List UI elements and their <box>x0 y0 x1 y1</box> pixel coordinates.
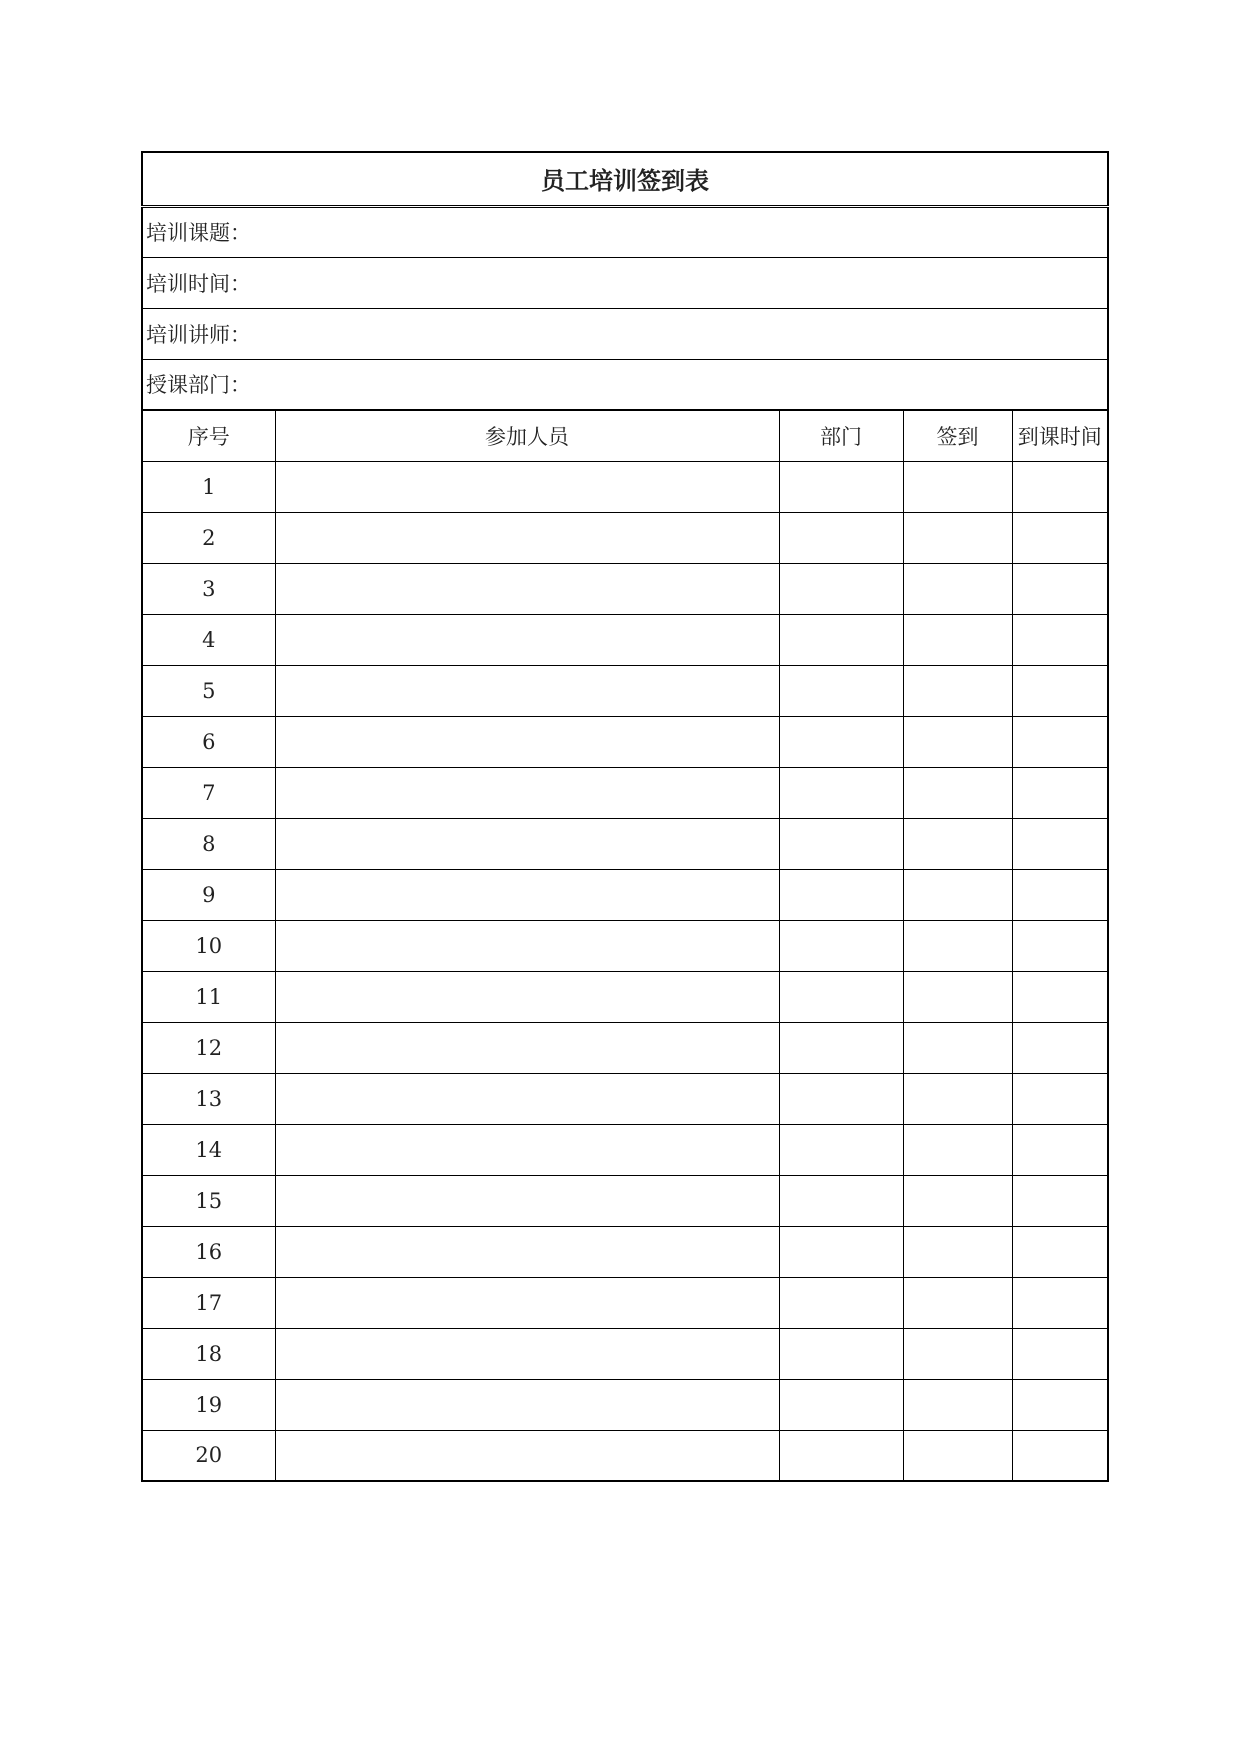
table-row <box>142 1124 1108 1175</box>
signature-cell[interactable] <box>903 665 1012 716</box>
participant-cell[interactable] <box>275 665 779 716</box>
info-row <box>142 359 1108 410</box>
table-row <box>142 869 1108 920</box>
signature-cell[interactable] <box>903 461 1012 512</box>
department-cell[interactable] <box>779 512 903 563</box>
participant-cell[interactable] <box>275 461 779 512</box>
department-cell[interactable] <box>779 1124 903 1175</box>
department-cell[interactable] <box>779 920 903 971</box>
training-time-field[interactable] <box>142 257 1108 308</box>
table-body <box>142 152 1108 1481</box>
info-row <box>142 308 1108 359</box>
table-row <box>142 1430 1108 1481</box>
signature-cell[interactable] <box>903 971 1012 1022</box>
row-number: 16 <box>142 1226 275 1277</box>
table-row <box>142 1277 1108 1328</box>
signature-cell[interactable] <box>903 614 1012 665</box>
table-row <box>142 512 1108 563</box>
signature-cell[interactable] <box>903 1379 1012 1430</box>
department-cell[interactable] <box>779 716 903 767</box>
arrival-time-cell[interactable] <box>1012 818 1108 869</box>
department-cell[interactable] <box>779 1226 903 1277</box>
arrival-time-cell[interactable] <box>1012 1277 1108 1328</box>
signature-cell[interactable] <box>903 1022 1012 1073</box>
col-header-number: 序号 <box>142 410 275 461</box>
signature-cell[interactable] <box>903 818 1012 869</box>
department-cell[interactable] <box>779 1073 903 1124</box>
participant-cell[interactable] <box>275 1430 779 1481</box>
training-topic-field[interactable] <box>142 206 1108 257</box>
signature-cell[interactable] <box>903 1124 1012 1175</box>
arrival-time-cell[interactable] <box>1012 1022 1108 1073</box>
row-number: 20 <box>142 1430 275 1481</box>
signature-cell[interactable] <box>903 1226 1012 1277</box>
signature-cell[interactable] <box>903 1430 1012 1481</box>
arrival-time-cell[interactable] <box>1012 461 1108 512</box>
arrival-time-cell[interactable] <box>1012 665 1108 716</box>
participant-cell[interactable] <box>275 1379 779 1430</box>
table-row <box>142 1022 1108 1073</box>
table-row <box>142 614 1108 665</box>
field-label: 授课部门： <box>146 373 251 398</box>
table-row <box>142 971 1108 1022</box>
arrival-time-cell[interactable] <box>1012 1124 1108 1175</box>
row-number: 10 <box>142 920 275 971</box>
arrival-time-cell[interactable] <box>1012 767 1108 818</box>
department-cell[interactable] <box>779 665 903 716</box>
signature-cell[interactable] <box>903 869 1012 920</box>
department-cell[interactable] <box>779 1022 903 1073</box>
row-number: 15 <box>142 1175 275 1226</box>
row-number: 6 <box>142 716 275 767</box>
department-cell[interactable] <box>779 1379 903 1430</box>
signature-cell[interactable] <box>903 1328 1012 1379</box>
department-cell[interactable] <box>779 1175 903 1226</box>
table-row <box>142 1379 1108 1430</box>
signature-cell[interactable] <box>903 563 1012 614</box>
participant-cell[interactable] <box>275 512 779 563</box>
signature-cell[interactable] <box>903 1277 1012 1328</box>
sign-in-sheet <box>141 151 1107 1482</box>
participant-cell[interactable] <box>275 920 779 971</box>
info-row <box>142 257 1108 308</box>
col-header-participant: 参加人员 <box>275 410 779 461</box>
row-number: 8 <box>142 818 275 869</box>
participant-cell[interactable] <box>275 1277 779 1328</box>
participant-cell[interactable] <box>275 614 779 665</box>
col-header-department: 部门 <box>779 410 903 461</box>
row-number: 9 <box>142 869 275 920</box>
signature-cell[interactable] <box>903 767 1012 818</box>
row-number: 14 <box>142 1124 275 1175</box>
arrival-time-cell[interactable] <box>1012 614 1108 665</box>
arrival-time-cell[interactable] <box>1012 563 1108 614</box>
field-label: 培训时间： <box>146 271 251 296</box>
department-cell[interactable] <box>779 1328 903 1379</box>
department-cell[interactable] <box>779 614 903 665</box>
arrival-time-cell[interactable] <box>1012 971 1108 1022</box>
signature-cell[interactable] <box>903 1073 1012 1124</box>
table-row <box>142 461 1108 512</box>
participant-cell[interactable] <box>275 767 779 818</box>
row-number: 1 <box>142 461 275 512</box>
header-row <box>142 410 1108 461</box>
department-cell[interactable] <box>779 971 903 1022</box>
participant-cell[interactable] <box>275 971 779 1022</box>
table-row <box>142 818 1108 869</box>
arrival-time-cell[interactable] <box>1012 1379 1108 1430</box>
sign-in-table <box>141 151 1109 1482</box>
table-row <box>142 716 1108 767</box>
participant-cell[interactable] <box>275 1073 779 1124</box>
row-number: 3 <box>142 563 275 614</box>
arrival-time-cell[interactable] <box>1012 716 1108 767</box>
department-cell[interactable] <box>779 818 903 869</box>
department-cell[interactable] <box>779 563 903 614</box>
participant-cell[interactable] <box>275 563 779 614</box>
department-cell[interactable] <box>779 1277 903 1328</box>
arrival-time-cell[interactable] <box>1012 869 1108 920</box>
participant-cell[interactable] <box>275 1226 779 1277</box>
row-number: 4 <box>142 614 275 665</box>
form-title: 员工培训签到表 <box>142 152 1108 206</box>
table-row <box>142 563 1108 614</box>
arrival-time-cell[interactable] <box>1012 512 1108 563</box>
row-number: 2 <box>142 512 275 563</box>
table-row <box>142 1328 1108 1379</box>
participant-cell[interactable] <box>275 1328 779 1379</box>
signature-cell[interactable] <box>903 512 1012 563</box>
department-field[interactable] <box>142 359 1108 410</box>
arrival-time-cell[interactable] <box>1012 920 1108 971</box>
table-row <box>142 1175 1108 1226</box>
participant-cell[interactable] <box>275 1022 779 1073</box>
participant-cell[interactable] <box>275 1175 779 1226</box>
participant-cell[interactable] <box>275 716 779 767</box>
department-cell[interactable] <box>779 1430 903 1481</box>
table-row <box>142 767 1108 818</box>
participant-cell[interactable] <box>275 869 779 920</box>
arrival-time-cell[interactable] <box>1012 1073 1108 1124</box>
row-number: 19 <box>142 1379 275 1430</box>
field-label: 培训课题： <box>146 221 251 245</box>
row-number: 12 <box>142 1022 275 1073</box>
table-row <box>142 1226 1108 1277</box>
title-row <box>142 152 1108 206</box>
table-row <box>142 920 1108 971</box>
info-row <box>142 206 1108 257</box>
col-header-signature: 签到 <box>903 410 1012 461</box>
trainer-field[interactable] <box>142 308 1108 359</box>
signature-cell[interactable] <box>903 1175 1012 1226</box>
participant-cell[interactable] <box>275 1124 779 1175</box>
signature-cell[interactable] <box>903 920 1012 971</box>
signature-cell[interactable] <box>903 716 1012 767</box>
arrival-time-cell[interactable] <box>1012 1226 1108 1277</box>
department-cell[interactable] <box>779 461 903 512</box>
table-row <box>142 1073 1108 1124</box>
department-cell[interactable] <box>779 767 903 818</box>
table-row <box>142 665 1108 716</box>
row-number: 17 <box>142 1277 275 1328</box>
arrival-time-cell[interactable] <box>1012 1430 1108 1481</box>
arrival-time-cell[interactable] <box>1012 1175 1108 1226</box>
col-header-arrival-time: 到课时间 <box>1012 410 1108 461</box>
row-number: 7 <box>142 767 275 818</box>
field-label: 培训讲师： <box>146 322 251 347</box>
row-number: 5 <box>142 665 275 716</box>
row-number: 18 <box>142 1328 275 1379</box>
arrival-time-cell[interactable] <box>1012 1328 1108 1379</box>
participant-cell[interactable] <box>275 818 779 869</box>
row-number: 13 <box>142 1073 275 1124</box>
department-cell[interactable] <box>779 869 903 920</box>
row-number: 11 <box>142 971 275 1022</box>
